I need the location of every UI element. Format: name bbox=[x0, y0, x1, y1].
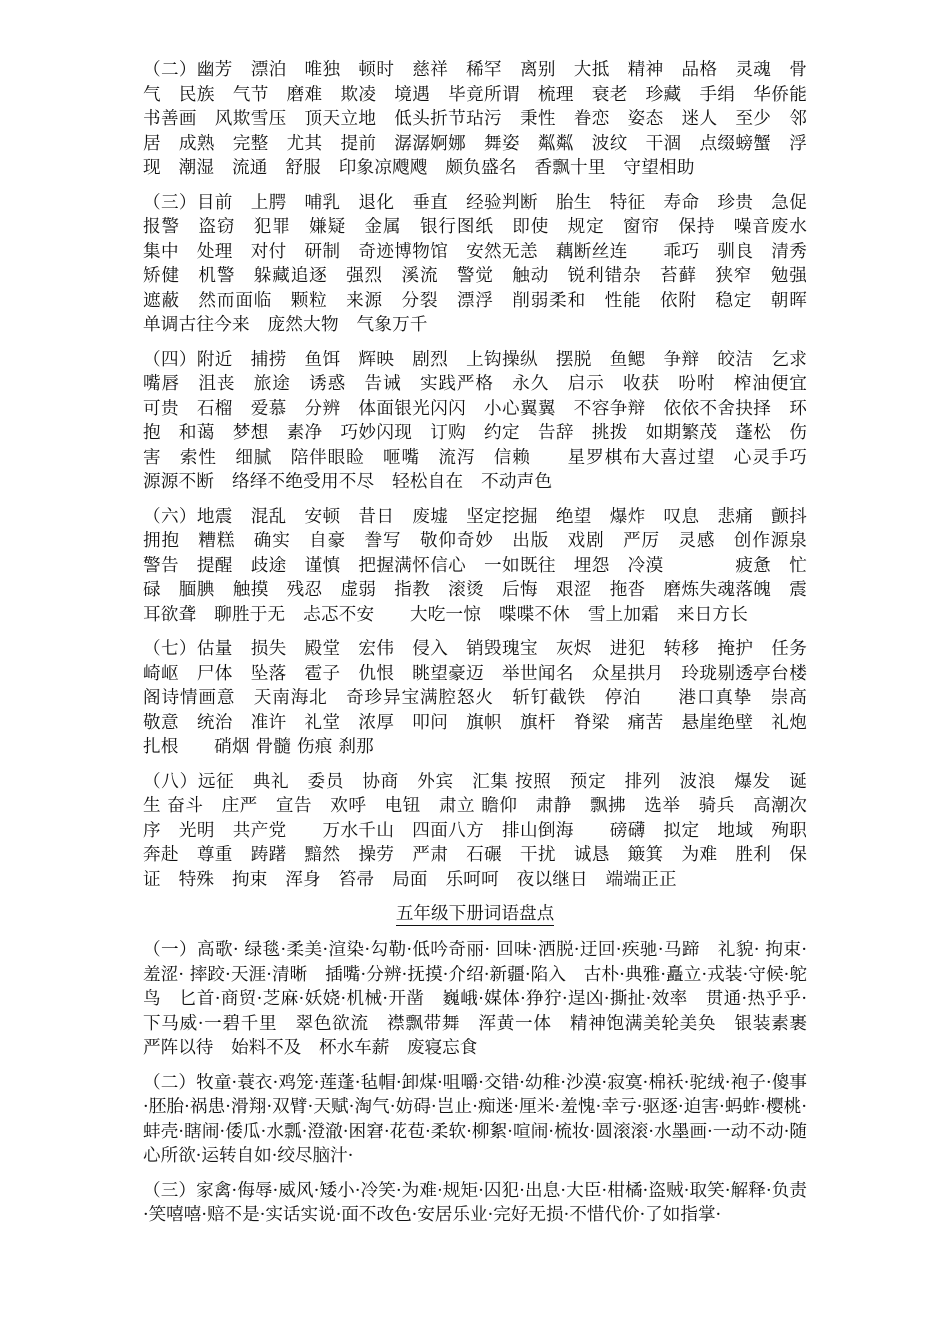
vocab-section-2: （二）幽芳 漂泊 唯独 顿时 慈祥 稀罕 离别 大抵 精神 品格 灵魂 骨气 民族 气节 磨难 欺凌 境遇 毕竟所谓 梳理 衰老 珍藏 手绢 华侨能书善画 风欺雪压 顶天立地 低头折节玷污 秉性 眷恋 姿态 迷人 至少 邻居 成熟 完整 尤其 提前 潺潺婀娜 舞姿 粼粼 波纹 干涸 点缀螃蟹 浮现 潮湿 流通 舒服 印象凉飕飕 颇负盛名 香飘十里 守望相助 bbox=[143, 60, 807, 178]
section-heading bbox=[143, 902, 807, 926]
vocab-section-4: （四）附近 捕捞 鱼饵 辉映 剧烈 上钩操纵 摆脱 鱼鳃 争辩 皎洁 乞求 嘴唇 沮丧 旅途 诱惑 告诫 实践严格 永久 启示 收获 吩咐 榨油便宜 可贵 石榴 爱慕 分辨 体面银光闪闪 小心翼翼 不容争辩 依依不舍抉择 环抱 和蔼 梦想 素净 巧妙闪现 订购 约定 告辞 挑拨 如期繁茂 蓬松 伤害 索性 细腻 陪伴眼睑 咂嘴 流泻 信赖 星罗棋布大喜过望 心灵手巧 源源不断 络绎不绝受用不尽 轻松自在 不动声色 bbox=[143, 349, 825, 492]
section-heading-text: 五年级下册词语盘点 bbox=[395, 904, 555, 924]
vocab-section-8: （八）远征 典礼 委员 协商 外宾 汇集 按照 预定 排列 波浪 爆发 诞生 奋斗 庄严 宣告 欢呼 电钮 肃立 瞻仰 肃静 飘拂 选举 骑兵 高潮次序 光明 共产党 万水千山 四面八方 排山倒海 磅礴 拟定 地域 殉职 奔赴 尊重 踌躇 黯然 操劳 严肃 石碾 干扰 诚恳 簸箕 为难 胜利 保证 特殊 拘束 浑身 笞帚 局面 乐呵呵 夜以继日 端端正正 bbox=[143, 771, 825, 890]
grade5-vocab-section-2: （二）牧童·蓑衣·鸡笼·莲蓬·毡帽·卸煤·咀嚼·交错·幼稚·沙漠·寂寞·棉袄·驼绒·袍子·傻事·胚胎·祸患·滑翔·双臂·天赋·淘气·妨碍·岂止·痴迷·厘米·羞愧·幸亏·驱逐·迫害·蚂蚱·樱桃·蚌壳·瞎闹·倭瓜·水瓢·澄澈·困窘·花苞·柔软·柳絮·喧闹·梳妆·圆滚滚·水墨画·一动不动·随心所欲·运转自如·绞尽脑汁· bbox=[143, 1072, 807, 1166]
vocab-section-3: （三）目前 上腭 哺乳 退化 垂直 经验判断 胎生 特征 寿命 珍贵 急促 报警 盗窃 犯罪 嫌疑 金属 银行图纸 即使 规定 窗帘 保持 噪音废水 集中 处理 对付 研制 奇迹博物馆 安然无恙 藕断丝连 乖巧 驯良 清秀 矫健 机警 躲藏追逐 强烈 溪流 警觉 触动 锐利错杂 苔藓 狭窄 勉强 遮蔽 然而面临 颗粒 来源 分裂 漂浮 削弱柔和 性能 依附 稳定 朝晖 单调古往今来 庞然大物 气象万千 bbox=[143, 192, 825, 335]
vocab-section-6: （六）地震 混乱 安顿 昔日 废墟 坚定挖掘 绝望 爆炸 叹息 悲痛 颤抖 拥抱 糟糕 确实 自豪 誊写 敬仰奇妙 出版 戏剧 严厉 灵感 创作源泉 警告 提醒 歧途 谨慎 把握满怀信心 一如既往 埋怨 冷漠 疲惫 忙碌 腼腆 触摸 残忍 虚弱 指教 滚烫 后悔 艰涩 拖沓 磨炼失魂落魄 震耳欲聋 聊胜于无 忐忑不安 大吃一惊 喋喋不休 雪上加霜 来日方长 bbox=[143, 506, 825, 625]
grade5-vocab-section-3: （三）家禽·侮辱·威风·矮小·冷笑·为难·规矩·囚犯·出息·大臣·柑橘·盗贼·取笑·解释·负责·笑嘻嘻·赔不是·实话实说·面不改色·安居乐业·完好无损·不惜代价·了如指掌· bbox=[143, 1180, 807, 1225]
document-page bbox=[143, 58, 825, 1238]
vocab-section-7: （七）估量 损失 殿堂 宏伟 侵入 销毁瑰宝 灰烬 进犯 转移 掩护 任务 崎岖 尸体 坠落 雹子 仇恨 眺望豪迈 举世闻名 众星拱月 玲珑剔透亭台楼阁诗情画意 天南海北 奇珍异宝满腔怒火 斩钉截铁 停泊 港口真挚 崇高 敬意 统治 准许 礼堂 浓厚 叩问 旗帜 旗杆 脊梁 痛苦 悬崖绝壁 礼炮 扎根 硝烟 骨髓 伤痕 刹那 bbox=[143, 639, 825, 757]
grade5-vocab-section-1: （一）高歌· 绿毯·柔美·渲染·勾勒·低吟奇丽· 回味·洒脱·迂回·疾驰·马蹄 礼貌· 拘束·羞涩· 摔跤·天涯·清晰 插嘴·分辨·抚摸·介绍·新疆·陷入 古朴·典雅·矗立·戎装·守候·鸵鸟 匕首·商贸·芝麻·妖娆·机械·开凿 巍峨·媒体·狰狞·逞凶·撕扯·效率 贯通·热乎乎·下马威·一碧千里 翠色欲流 襟飘带舞 浑黄一体 精神饱满美轮美奂 银装素裹 严阵以待 始料不及 杯水车薪 废寝忘食 bbox=[143, 940, 825, 1058]
